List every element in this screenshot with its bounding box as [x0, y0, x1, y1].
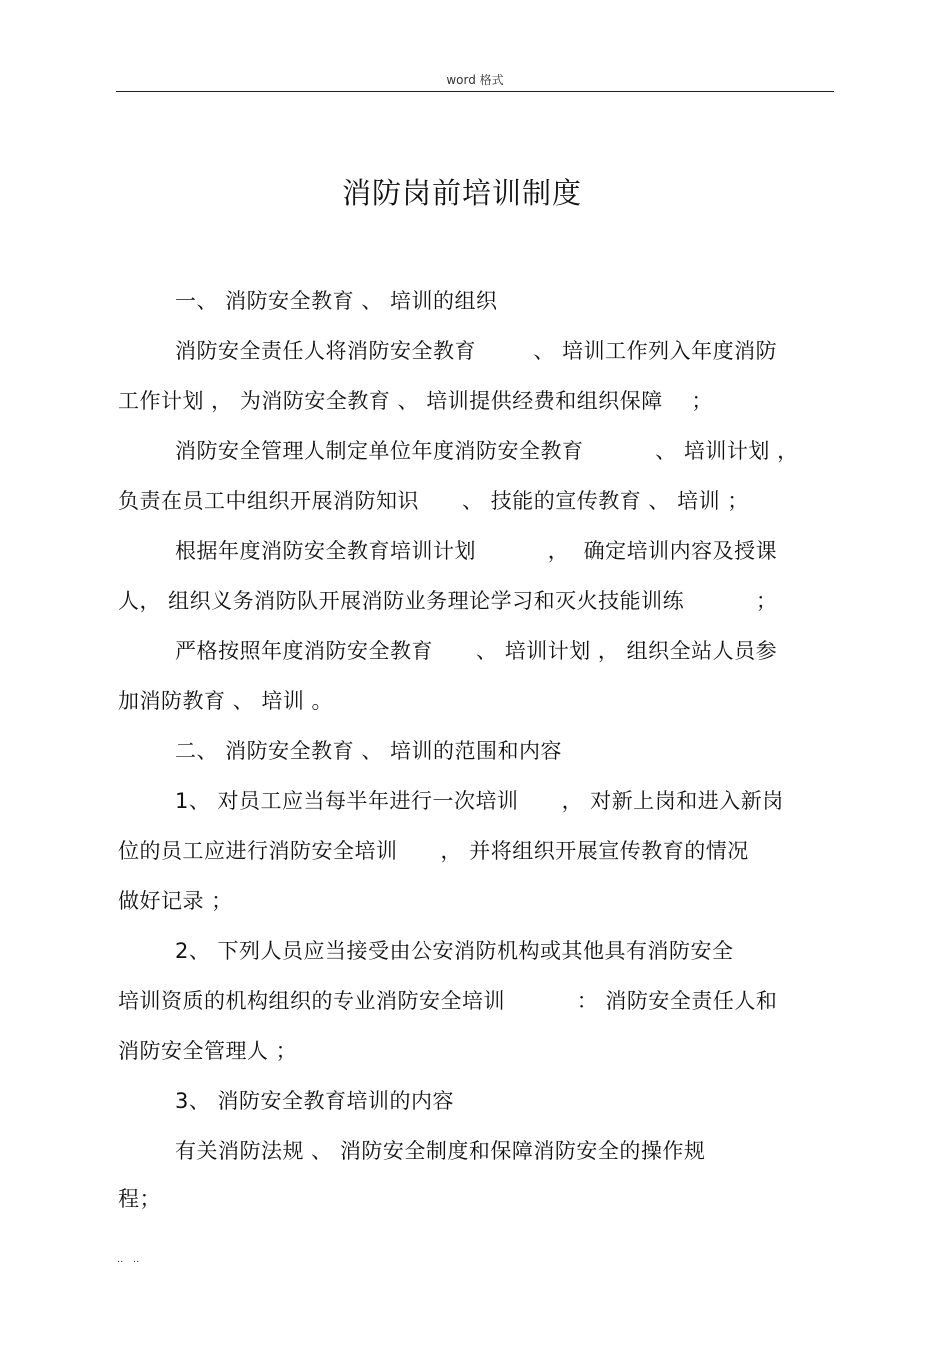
page-footer-marks: .. .. — [117, 1254, 140, 1265]
document-title: 消防岗前培训制度 — [341, 176, 582, 210]
paragraph-line: 3、 消防安全教育培训的内容 — [175, 1089, 455, 1113]
paragraph-line: 培训资质的机构组织的专业消防安全培训 ： 消防安全责任人和 — [118, 989, 778, 1013]
paragraph-line: 加消防教育 、 培训 。 — [118, 689, 334, 713]
header-divider — [116, 91, 834, 92]
section-heading-2: 二、 消防安全教育 、 培训的范围和内容 — [175, 739, 563, 763]
paragraph-line: 消防安全责任人将消防安全教育 、 培训工作列入年度消防 — [175, 339, 778, 363]
paragraph-line: 做好记录 ； — [118, 889, 233, 913]
section-heading-1: 一、 消防安全教育 、 培训的组织 — [175, 289, 498, 313]
paragraph-line: 消防安全管理人制定单位年度消防安全教育 、 培训计划 ， — [175, 439, 799, 463]
paragraph-line: 严格按照年度消防安全教育 、 培训计划 ， 组织全站人员参 — [175, 639, 778, 663]
paragraph-line: 根据年度消防安全教育培训计划 ， 确定培训内容及授课 — [175, 539, 778, 563]
paragraph-line: 工作计划 ， 为消防安全教育 、 培训提供经费和组织保障 ； — [118, 389, 713, 413]
paragraph-line: 2、 下列人员应当接受由公安消防机构或其他具有消防安全 — [175, 939, 734, 963]
paragraph-line: 人， 组织义务消防队开展消防业务理论学习和灭火技能训练 ； — [118, 589, 778, 613]
paragraph-line: 1、 对员工应当每半年进行一次培训 ， 对新上岗和进入新岗 — [175, 789, 784, 813]
paragraph-line: 负责在员工中组织开展消防知识 、 技能的宣传教育 、 培训 ； — [118, 489, 749, 513]
paragraph-line: 有关消防法规 、 消防安全制度和保障消防安全的操作规 — [175, 1139, 706, 1163]
paragraph-line: 位的员工应进行消防安全培训 ， 并将组织开展宣传教育的情况 — [118, 839, 749, 863]
paragraph-line: 程； — [118, 1187, 161, 1211]
page-header-text: word 格式 — [446, 73, 504, 87]
paragraph-line: 消防安全管理人 ； — [118, 1039, 298, 1063]
